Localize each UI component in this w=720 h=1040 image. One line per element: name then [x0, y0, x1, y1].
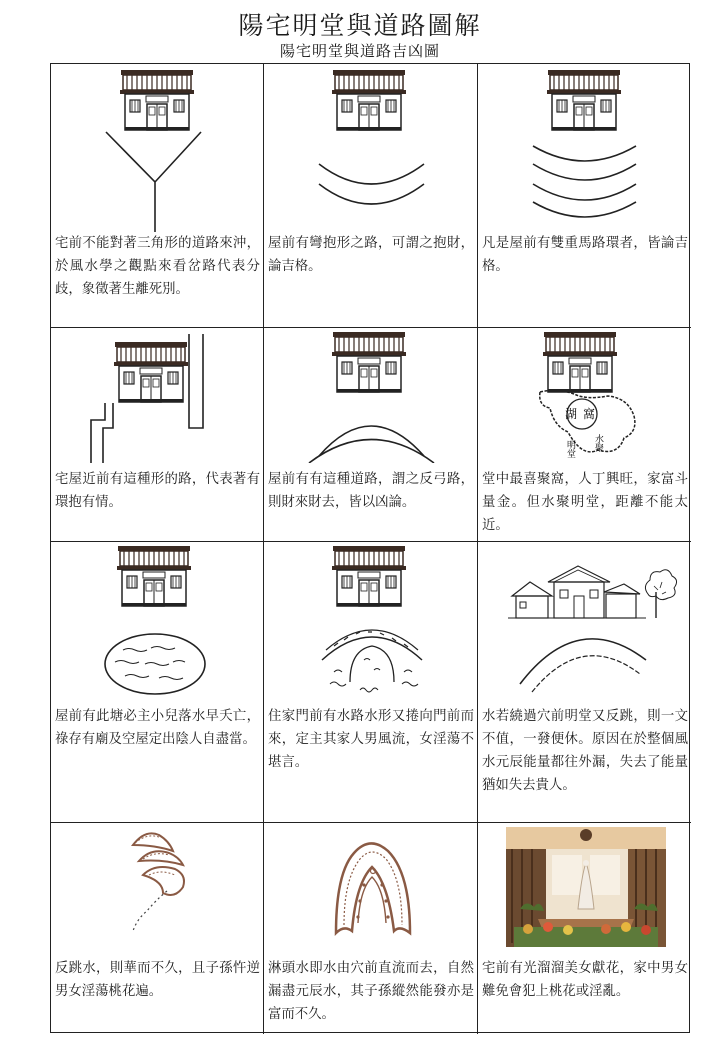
- pond-diagram: [51, 542, 263, 702]
- triangle-road-diagram: [51, 64, 263, 232]
- cell-text: 凡是屋前有雙重馬路環者，皆論吉格。: [482, 236, 688, 274]
- cell-embracing-road: [264, 64, 478, 328]
- cell-text: 屋前有彎抱形之路，可謂之抱財，論吉格。: [268, 236, 474, 274]
- cell-text: 宅屋近前有這種形的路，代表著有環抱有情。: [55, 472, 260, 510]
- cell-bridge-water: [264, 542, 478, 823]
- bridge-water-diagram: [264, 542, 477, 702]
- cell-pond: [51, 542, 264, 823]
- nest-label: 窩: [583, 407, 596, 421]
- surrounding-road-diagram: [51, 328, 263, 463]
- cell-drenching-water: [264, 823, 478, 1034]
- water-gather-label: 水聚: [593, 434, 603, 452]
- cell-text: 反跳水，則華而不久，且子孫忤逆男女淫蕩桃花遍。: [55, 961, 260, 999]
- cell-triangle-road: [51, 64, 264, 328]
- double-road-diagram: [478, 64, 691, 232]
- water-nest-diagram: [478, 328, 691, 463]
- cell-text: 宅前不能對著三角形的道路來沖，於風水學之觀點來看岔路代表分歧，象徵著生離死別。: [55, 236, 260, 297]
- cell-bounce-water: [478, 542, 691, 823]
- page-subtitle: 陽宅明堂與道路吉凶圖: [279, 42, 440, 60]
- cell-text: 屋前有有這種道路，謂之反弓路，則財來財去，皆以凶論。: [268, 472, 474, 510]
- fountain-photo: [478, 823, 691, 953]
- cell-text: 屋前有此塘必主小兒落水早夭亡，祿存有廟及空屋定出陰人自盡當。: [55, 709, 260, 747]
- drenching-water-diagram: [264, 823, 477, 953]
- cell-rebound-water: [51, 823, 264, 1034]
- cell-text: 淋頭水即水由穴前直流而去，自然漏盡元辰水，其子孫縱然能發亦是富而不久。: [268, 961, 474, 1022]
- page-title: 陽宅明堂與道路圖解: [238, 11, 482, 40]
- cell-text: 宅前有光溜溜美女獻花，家中男女難免會犯上桃花或淫亂。: [482, 961, 688, 999]
- lake-label: 湖: [565, 407, 578, 421]
- cell-text: 水若繞過穴前明堂又反跳，則一文不值，一發便休。原因在於整個風水元辰能量都往外漏，失去了能量猶如失去貴人。: [482, 709, 688, 793]
- cell-text: 住家門前有水路水形又捲向門前而來，定主其家人男風流，女淫蕩不堪言。: [268, 709, 474, 770]
- bounce-water-diagram: [478, 542, 691, 702]
- hall-label: 明堂: [565, 440, 575, 458]
- reverse-bow-road-diagram: [264, 328, 477, 463]
- cell-water-nest: [478, 328, 691, 542]
- rebound-water-diagram: [51, 823, 263, 953]
- cell-text: 堂中最喜聚窩，人丁興旺，家富斗量金。但水聚明堂，距離不能太近。: [482, 472, 688, 533]
- cell-surrounding-road: [51, 328, 264, 542]
- cell-fountain-photo: [478, 823, 691, 1034]
- embracing-road-diagram: [264, 64, 477, 232]
- cell-reverse-bow-road: [264, 328, 478, 542]
- diagram-table: [50, 63, 690, 1033]
- cell-double-road: [478, 64, 691, 328]
